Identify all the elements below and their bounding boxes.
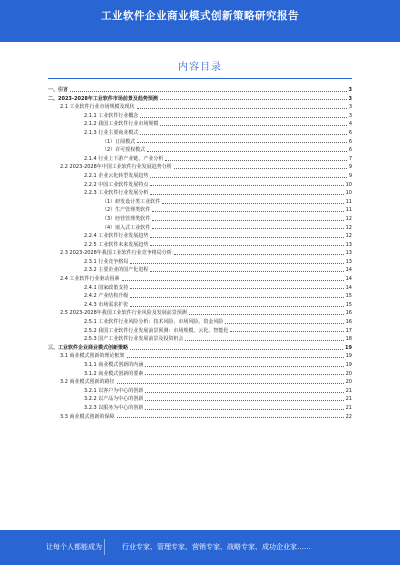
toc-entry[interactable] [48, 95, 352, 104]
toc-entry-title: 三、工业软件企业商业模式创新策略 [48, 344, 129, 351]
toc-entry[interactable] [48, 215, 352, 224]
toc-entry[interactable] [48, 335, 352, 344]
toc-entry-title: 2.1.3 行业主要商业模式 [84, 129, 139, 136]
toc-entry[interactable] [48, 309, 352, 318]
toc-entry-title: 2.2.4 工业软件行业发展趋势 [84, 233, 149, 240]
toc-entry[interactable] [48, 146, 352, 155]
toc-leader-dots [152, 211, 343, 212]
toc-page-number: 20 [345, 370, 352, 377]
header-banner [0, 0, 400, 42]
toc-page-number: 16 [345, 319, 352, 326]
toc-page-number: 11 [345, 207, 352, 214]
toc-page-number: 6 [348, 138, 352, 145]
toc-entry-title: 3.3 商业模式创新的保障 [60, 413, 115, 420]
toc-entry-title: 2.2.3 工业软件行业发展分析 [84, 190, 149, 197]
toc-entry[interactable] [48, 138, 352, 147]
footer-slogan: 让每个人都能成为 [46, 543, 102, 551]
toc-entry-title: 2.3 2023-2028年我国工业软件行业竞争格局分析 [60, 250, 172, 257]
toc-page-number: 13 [345, 250, 352, 257]
toc-leader-dots [130, 306, 343, 307]
toc-entry[interactable] [48, 241, 352, 250]
toc-leader-dots [127, 357, 344, 358]
toc-leader-dots [70, 91, 347, 92]
toc-leader-dots [189, 314, 344, 315]
toc-entry-title: 3.1 商业模式创新的理论框架 [60, 353, 125, 360]
toc-leader-dots [122, 280, 344, 281]
toc-entry[interactable] [48, 370, 352, 379]
toc-leader-dots [160, 125, 346, 126]
toc-entry[interactable] [48, 86, 352, 95]
toc-entry-title: 2.4 工业软件行业驱动因素 [60, 276, 120, 283]
toc-leader-dots [130, 263, 343, 264]
toc-page-number: 15 [345, 301, 352, 308]
toc-entry-title: 2.1.4 行业上下游产业链、产业分析 [84, 155, 164, 162]
toc-leader-dots [185, 340, 343, 341]
toc-page-number: 12 [345, 215, 352, 222]
toc-entry[interactable] [48, 163, 352, 172]
toc-entry-title: 3.2.1 以客户为中心的创新 [84, 387, 144, 394]
toc-entry-title: 2.4.3 市场需求扩张 [84, 301, 129, 308]
toc-leader-dots [130, 349, 343, 350]
toc-entry-title: 2.2.5 工业软件未来发展趋势 [84, 241, 149, 248]
toc-entry-title: （2）生产管理类软件 [102, 207, 151, 214]
toc-entry-title: 2.4.1 国家政策支持 [84, 284, 129, 291]
toc-leader-dots [152, 228, 343, 229]
toc-entry-title: 2.2.1 企业云化转型发展趋势 [84, 172, 149, 179]
toc-leader-dots [174, 254, 344, 255]
toc-leader-dots [150, 237, 343, 238]
toc-entry[interactable] [48, 275, 352, 284]
toc-page-number: 14 [345, 276, 352, 283]
toc-page-number: 10 [345, 181, 352, 188]
toc-entry-title: （3）经营管理类软件 [102, 215, 151, 222]
toc-entry[interactable] [48, 129, 352, 138]
toc-entry[interactable] [48, 181, 352, 190]
toc-entry-title: 3.2 商业模式创新的路径 [60, 379, 115, 386]
toc-entry-title: 3.1.1 商业模式创新的内涵 [84, 362, 144, 368]
toc-entry-title: 3.1.2 商业模式创新的要素 [84, 370, 144, 377]
toc-leader-dots [145, 400, 343, 401]
toc-leader-dots [137, 108, 347, 109]
toc-entry[interactable] [48, 284, 352, 293]
toc-entry[interactable] [48, 301, 352, 310]
toc-leader-dots [145, 366, 343, 367]
toc-page-number: 11 [345, 198, 352, 205]
toc-page-number: 4 [348, 121, 352, 128]
toc-leader-dots [117, 417, 344, 418]
toc-entry[interactable] [48, 258, 352, 267]
toc-entry[interactable] [48, 189, 352, 198]
toc-leader-dots [230, 331, 343, 332]
toc-entry[interactable] [48, 120, 352, 129]
toc-page-number: 3 [348, 87, 352, 93]
toc-entry[interactable] [48, 413, 352, 422]
toc-entry[interactable] [48, 249, 352, 258]
toc-leader-dots [225, 323, 343, 324]
toc-entry-title: 二、2023-2028年工业软件市场前景及趋势预测 [48, 95, 158, 102]
toc-page-number: 12 [345, 233, 352, 240]
toc-entry-title: 2.5 2023-2028年我国工业软件行业风险及发展前景预测 [60, 310, 187, 317]
toc-leader-dots [160, 99, 347, 100]
toc-heading: 内容目录 [178, 62, 222, 73]
toc-leader-dots [150, 177, 346, 178]
toc-entry[interactable] [48, 361, 352, 370]
toc-page-number: 3 [348, 104, 352, 111]
toc-leader-dots [145, 409, 343, 410]
toc-leader-dots [162, 203, 343, 204]
toc-page-number: 19 [345, 353, 352, 360]
toc-leader-dots [150, 245, 343, 246]
toc-entry-title: 2.4.2 产业结构升级 [84, 293, 129, 300]
toc-leader-dots [130, 297, 343, 298]
toc-entry[interactable] [48, 155, 352, 164]
footer-divider [104, 539, 105, 555]
toc-page-number: 9 [348, 172, 352, 179]
toc-page-number: 16 [345, 310, 352, 317]
toc-page-number: 15 [345, 293, 352, 300]
toc-entry-title: 一、引言 [48, 87, 69, 93]
toc-entry[interactable] [48, 172, 352, 181]
toc-leader-dots [150, 271, 343, 272]
toc-leader-dots [137, 142, 347, 143]
toc-entry[interactable] [48, 206, 352, 215]
toc-page-number: 13 [345, 258, 352, 265]
toc-page-number: 18 [345, 336, 352, 343]
toc-entry[interactable] [48, 318, 352, 327]
toc-entry-title: 2.1.1 工业软件行业概念 [84, 112, 139, 119]
toc-entry-title: （4）嵌入式工业软件 [102, 224, 151, 231]
toc-page-number: 22 [345, 413, 352, 420]
toc-page-number: 20 [345, 379, 352, 386]
toc-page-number: 14 [345, 267, 352, 274]
toc-entry-title: 2.5.3 国产工业软件行业发展前景及投资机会 [84, 336, 184, 343]
toc-page-number: 6 [348, 147, 352, 154]
toc-leader-dots [140, 117, 347, 118]
toc-leader-dots [165, 160, 346, 161]
toc-entry-title: 2.5.2 我国工业软件行业发展前景预测：市场规模、云化、智能化 [84, 327, 229, 334]
toc-entry[interactable] [48, 224, 352, 233]
footer-roles: 行业专家、管理专家、营销专家、战略专家、成功企业家…… [122, 543, 311, 551]
toc-entry[interactable] [48, 395, 352, 404]
toc-entry[interactable] [48, 344, 352, 353]
toc-leader-dots [117, 383, 344, 384]
report-title: 工业软件企业商业模式创新策略研究报告 [101, 10, 299, 22]
toc-entry-title: （1）研发设计类工业软件 [102, 198, 161, 205]
toc-entry-title: （2）许可授权模式 [102, 147, 146, 154]
toc-leader-dots [130, 288, 343, 289]
toc-page-number: 21 [345, 404, 352, 411]
table-of-contents [48, 86, 352, 421]
toc-leader-dots [174, 168, 347, 169]
toc-entry[interactable] [48, 404, 352, 413]
toc-page-number: 19 [345, 362, 352, 368]
toc-page-number: 7 [348, 155, 352, 162]
toc-entry[interactable] [48, 198, 352, 207]
toc-entry[interactable] [48, 103, 352, 112]
toc-page-number: 14 [345, 284, 352, 291]
toc-page-number: 6 [348, 129, 352, 136]
toc-entry[interactable] [48, 232, 352, 241]
toc-page-number: 21 [345, 387, 352, 394]
toc-page-number: 3 [348, 95, 352, 102]
toc-entry[interactable] [48, 387, 352, 396]
toc-page-number: 10 [345, 190, 352, 197]
toc-leader-dots [145, 374, 343, 375]
toc-page-number: 21 [345, 396, 352, 403]
toc-leader-dots [147, 151, 347, 152]
toc-leader-dots [145, 392, 343, 393]
toc-page-number: 13 [345, 241, 352, 248]
toc-divider [48, 78, 352, 79]
toc-entry-title: 3.2.3 以服务为中心的创新 [84, 404, 144, 411]
toc-entry[interactable] [48, 266, 352, 275]
footer-banner [0, 530, 400, 565]
toc-entry[interactable] [48, 292, 352, 301]
toc-entry-title: 2.5.1 工业软件行业风险分析：技术风险、市场风险、资金风险 [84, 319, 224, 326]
toc-page-number: 12 [345, 224, 352, 231]
toc-entry-title: 2.1.2 我国工业软件行业市场规模 [84, 121, 159, 128]
toc-entry-title: 3.2.2 以产品为中心的创新 [84, 396, 144, 403]
toc-entry-title: （1）订阅模式 [102, 138, 136, 145]
toc-entry[interactable] [48, 352, 352, 361]
toc-page-number: 19 [345, 344, 352, 351]
toc-entry[interactable] [48, 112, 352, 121]
toc-entry[interactable] [48, 378, 352, 387]
toc-leader-dots [150, 194, 343, 195]
toc-entry-title: 2.3.2 主要企业的国产化进程 [84, 267, 149, 274]
toc-entry-title: 2.2 2023-2028年中国工业软件行业发展趋势分析 [60, 164, 172, 171]
toc-leader-dots [150, 185, 343, 186]
toc-entry-title: 2.3.1 行业竞争格局 [84, 258, 129, 265]
toc-page-number: 9 [348, 164, 352, 171]
toc-entry-title: 2.1 工业软件行业市场规模及现状 [60, 104, 135, 111]
toc-page-number: 3 [348, 112, 352, 119]
toc-leader-dots [152, 220, 343, 221]
toc-entry-title: 2.2.2 中国工业软件发展特点 [84, 181, 149, 188]
toc-entry[interactable] [48, 327, 352, 336]
toc-leader-dots [140, 134, 347, 135]
toc-page-number: 17 [345, 327, 352, 334]
